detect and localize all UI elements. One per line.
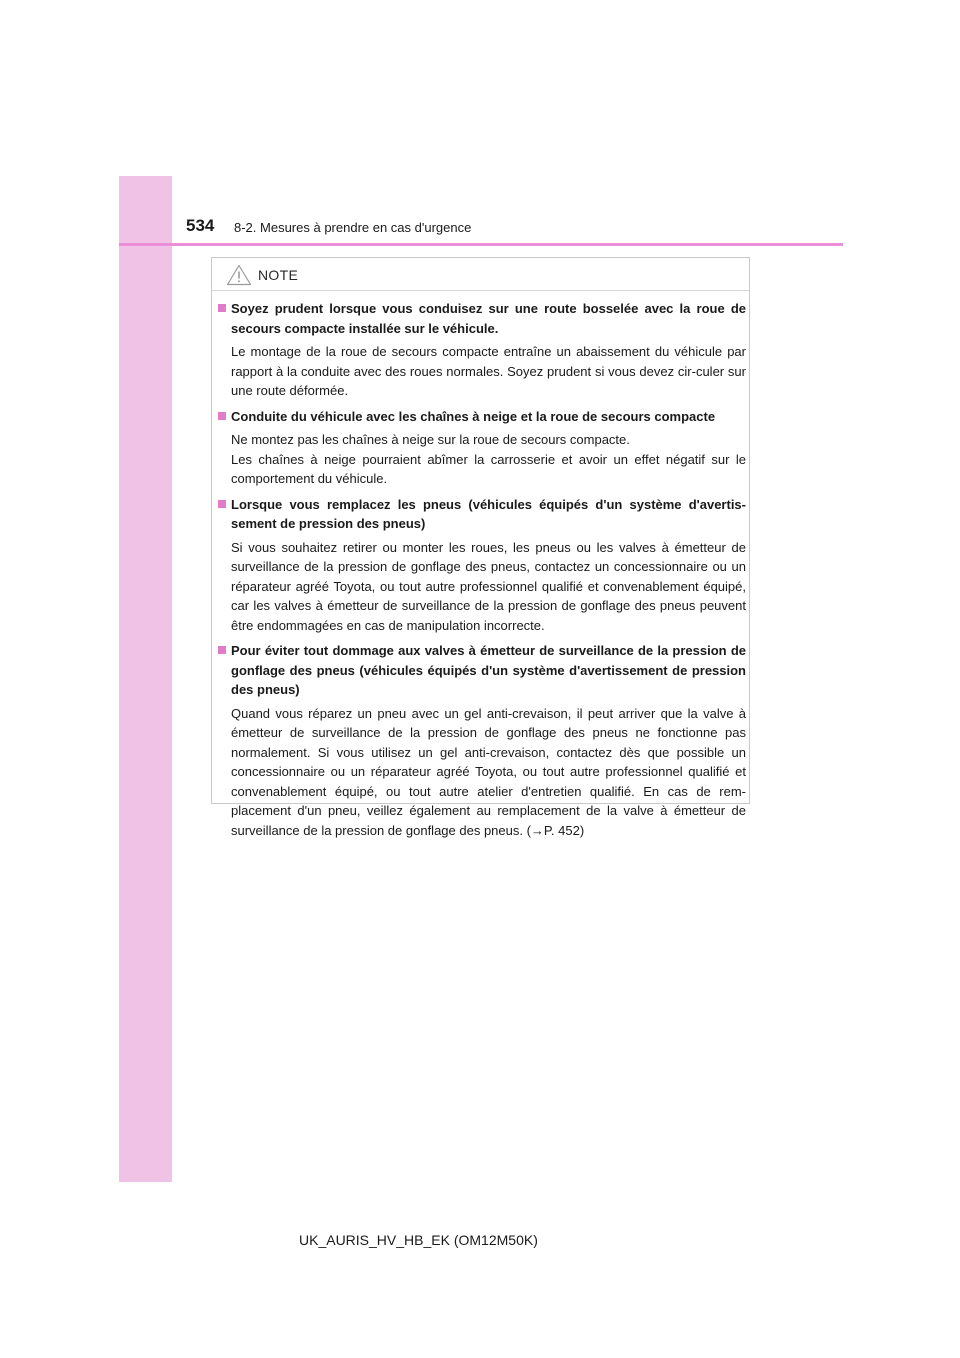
square-bullet-icon: [218, 646, 226, 654]
square-bullet-icon: [218, 412, 226, 420]
note-item-heading: [216, 407, 746, 427]
note-item-body: [216, 538, 746, 636]
warning-triangle-icon: [226, 264, 252, 286]
square-bullet-icon: [218, 304, 226, 312]
note-item-paragraph: Le montage de la roue de secours compacte entraîne un abaissement du véhicule par rapport à la conduite avec des roues normales. Soyez prudent si vous devez cir-culer sur une route déformée.: [231, 344, 746, 398]
note-item-body: [216, 430, 746, 489]
note-item: [216, 641, 746, 840]
note-item: [216, 495, 746, 636]
note-item-paragraph: Ne montez pas les chaînes à neige sur la roue de secours compacte.: [231, 432, 630, 447]
square-bullet-icon: [218, 500, 226, 508]
note-item-paragraph: Quand vous réparez un pneu avec un gel anti-crevaison, il peut arriver que la valve à émetteur de surveillance de la pression de gonflage des pneus ne fonctionne pas normalement. Si vous utilisez un gel anti-crevaison, contactez dès que possible un concessionnaire ou un réparateur agréé Toyota, ou tout autre professionnel qualifié et convenablement équipé, ou tout autre atelier d'entretien qualifié. En cas de rem-placement d'un pneu, veillez également au remplacement de la valve à émetteur de surveillance de la pression de gonflage des pneus. (→P. 452): [231, 705, 746, 838]
note-item-heading: [216, 299, 746, 338]
note-divider: [212, 290, 749, 291]
note-content: [216, 299, 746, 846]
note-box: [211, 257, 750, 838]
note-item-heading: [216, 495, 746, 534]
manual-code: UK_AURIS_HV_HB_EK (OM12M50K): [299, 1232, 538, 1248]
note-item-paragraph: Si vous souhaitez retirer ou monter les roues, les pneus ou les valves à émetteur de surveillance de la pression de gonflage des pneus, contactez un concessionnaire ou un réparateur agréé Toyota, ou tout autre professionnel qualifié et convenablement équipé, car les valves à émetteur de surveillance de la pression de gonflage des pneus peuvent être endommagées en cas de manipulation incorrecte.: [231, 539, 746, 633]
note-item: [216, 407, 746, 489]
header-rule: [119, 243, 843, 246]
page-number: 534: [186, 216, 215, 235]
note-item-body: [216, 342, 746, 401]
note-item-heading-text: Pour éviter tout dommage aux valves à émetteur de surveillance de la pression de gonflage des pneus (véhicules équipés d'un système d'avertissement de pression des pneus): [231, 643, 746, 697]
note-item-body: [216, 704, 746, 841]
note-item-heading: [216, 641, 746, 700]
section-title: 8-2. Mesures à prendre en cas d'urgence: [234, 220, 472, 235]
note-item-heading-text: Conduite du véhicule avec les chaînes à neige et la roue de secours compacte: [231, 408, 716, 424]
side-color-band: [119, 176, 172, 1182]
note-item-heading-text: Lorsque vous remplacez les pneus (véhicules équipés d'un système d'avertis-sement de pression des pneus): [231, 496, 746, 531]
note-header: [226, 264, 298, 286]
note-item-heading-text: Soyez prudent lorsque vous conduisez sur une route bosselée avec la roue de secours compacte installée sur le véhicule.: [231, 301, 746, 336]
note-item: [216, 299, 746, 401]
note-item-paragraph: Les chaînes à neige pourraient abîmer la carrosserie et avoir un effet négatif sur le comportement du véhicule.: [231, 451, 746, 486]
note-label: NOTE: [258, 267, 299, 283]
